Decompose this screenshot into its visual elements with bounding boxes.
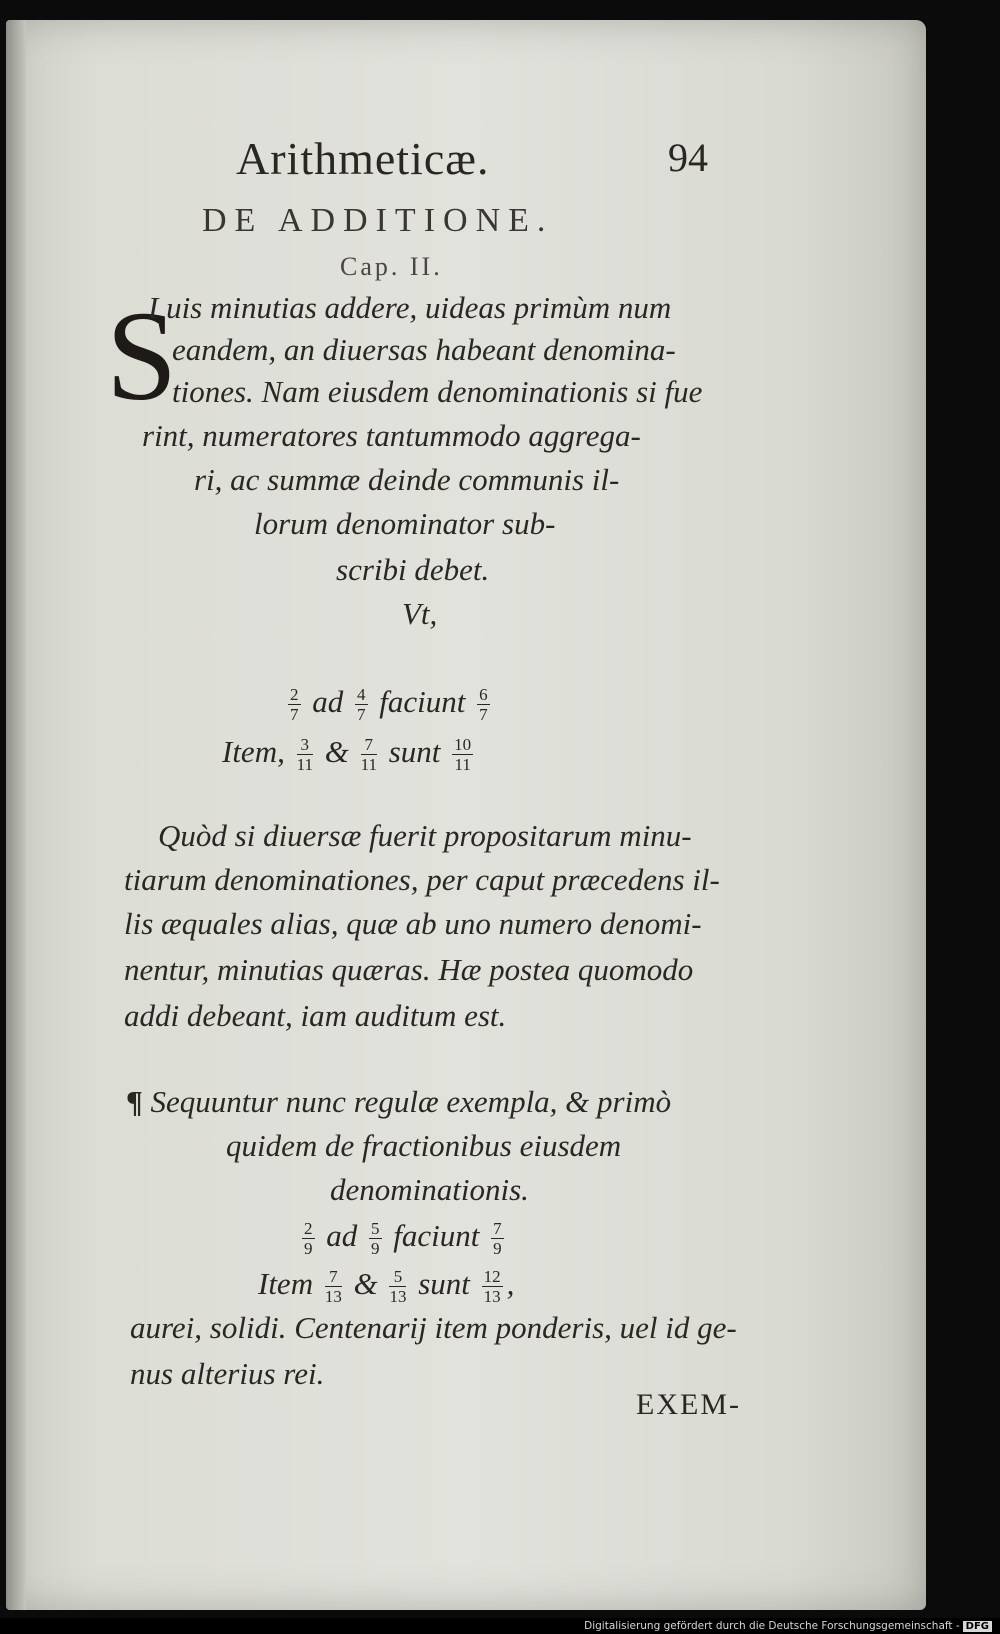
- example-line: [222, 734, 477, 773]
- example-word: &: [353, 1266, 378, 1301]
- example-word: faciunt: [393, 1218, 480, 1253]
- fraction: $\frac{5}{9}$: [371, 1219, 380, 1259]
- example-word: faciunt: [379, 684, 466, 719]
- paragraph-line: quidem de fractionibus eiusdem: [226, 1128, 622, 1163]
- pilcrow-icon: ¶: [126, 1084, 143, 1119]
- example-line: [258, 1266, 514, 1305]
- paragraph-text: Sequuntur nunc regulæ exempla, & primò: [150, 1084, 672, 1119]
- paragraph-line: scribi debet.: [336, 552, 490, 587]
- digitization-credit: [584, 1620, 992, 1632]
- drop-cap: S: [106, 285, 178, 427]
- catchword: EXEM-: [636, 1388, 741, 1421]
- paragraph-line: addi debeant, iam auditum est.: [124, 998, 507, 1033]
- example-word: ad: [326, 1218, 358, 1253]
- paragraph-line: tiones. Nam eiusdem denominationis si fue: [172, 374, 703, 409]
- fraction: $\frac{4}{7}$: [357, 685, 366, 725]
- paragraph-line: denominationis.: [330, 1172, 529, 1207]
- paragraph-line: I uis minutias addere, uideas primùm num: [148, 290, 672, 325]
- fraction: $\frac{2}{7}$: [290, 685, 299, 725]
- section-title: DE ADDITIONE.: [202, 202, 554, 239]
- fraction: $\frac{7}{11}$: [360, 735, 377, 775]
- example-word: sunt: [418, 1266, 470, 1301]
- example-line: [284, 684, 494, 723]
- paragraph-line: ri, ac summæ deinde communis il-: [194, 462, 620, 497]
- paragraph-line: eandem, an diuersas habeant denomina-: [172, 332, 676, 367]
- fraction: $\frac{7}{9}$: [493, 1219, 502, 1259]
- fraction: $\frac{12}{13}$: [483, 1267, 501, 1307]
- fraction: $\frac{2}{9}$: [304, 1219, 313, 1259]
- paragraph-line: rint, numeratores tantummodo aggrega-: [142, 418, 641, 453]
- dfg-logo-icon: DFG: [963, 1621, 992, 1632]
- paragraph-line: lorum denominator sub-: [254, 506, 556, 541]
- paragraph-line: tiarum denominationes, per caput præcedens il-: [124, 862, 720, 897]
- fraction: $\frac{10}{11}$: [454, 735, 472, 775]
- fraction: $\frac{7}{13}$: [324, 1267, 342, 1307]
- paragraph-line: lis æquales alias, quæ ab uno numero denomi-: [124, 906, 702, 941]
- fraction: $\frac{3}{11}$: [296, 735, 313, 775]
- page-gutter: [6, 20, 26, 1610]
- paragraph-line: [126, 1084, 671, 1120]
- chapter-heading: Cap. II.: [340, 252, 443, 281]
- page-number: 94: [668, 135, 708, 180]
- fraction: $\frac{5}{13}$: [389, 1267, 407, 1307]
- example-word: ,: [506, 1266, 515, 1301]
- fraction: $\frac{6}{7}$: [479, 685, 488, 725]
- paragraph-line: nentur, minutias quæras. Hæ postea quomodo: [124, 952, 694, 987]
- running-title: Arithmeticæ.: [236, 133, 490, 184]
- example-word: Item,: [222, 734, 285, 769]
- example-line: [298, 1218, 508, 1257]
- credit-text: Digitalisierung gefördert durch die Deutsche Forschungsgemeinschaft -: [584, 1620, 960, 1632]
- example-word: &: [324, 734, 349, 769]
- paragraph-line: nus alterius rei.: [130, 1356, 325, 1391]
- paragraph-line: aurei, solidi. Centenarij item ponderis, uel id ge-: [130, 1310, 737, 1345]
- example-word: Item: [258, 1266, 314, 1301]
- paragraph-line: Vt,: [402, 596, 438, 631]
- example-word: sunt: [388, 734, 441, 769]
- paragraph-line: Quòd si diuersæ fuerit propositarum minu-: [158, 818, 692, 853]
- example-word: ad: [312, 684, 344, 719]
